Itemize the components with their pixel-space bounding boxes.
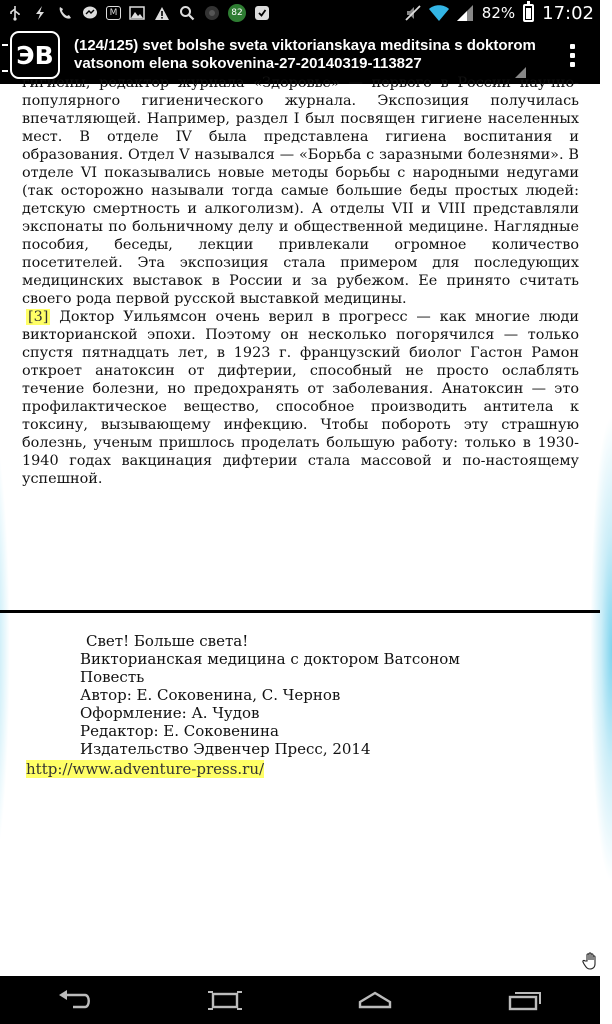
battery-percent: 82% <box>481 4 516 22</box>
home-icon <box>207 989 243 1011</box>
book-imprint <box>80 632 560 758</box>
navigation-bar <box>0 976 600 1024</box>
app-notification-icon <box>253 5 271 21</box>
recent-apps-icon <box>507 989 543 1011</box>
imprint-subtitle: Викторианская медицина с доктором Ватсоном <box>80 650 460 668</box>
imprint-editor: Редактор: Е. Соковенина <box>80 722 279 740</box>
search-icon <box>178 5 196 21</box>
book-title: (124/125) svet bolshe sveta viktorianskaya meditsina s doktorom vatsonom elena sokovenina-27-20140319-113827 <box>74 37 536 72</box>
mute-icon <box>404 5 422 21</box>
imprint-authors: Автор: Е. Соковенина, С. Чернов <box>80 686 341 704</box>
status-bar <box>0 0 600 26</box>
wifi-icon <box>430 5 448 21</box>
back-button[interactable] <box>45 980 105 1020</box>
imprint-publisher: Издательство Эдвенчер Пресс, 2014 <box>80 740 371 758</box>
phone-call-icon <box>56 5 74 21</box>
overflow-menu-button[interactable] <box>558 35 586 75</box>
imprint-design: Оформление: А. Чудов <box>80 704 260 722</box>
usb-icon <box>6 5 24 21</box>
menu-dot-icon <box>570 53 575 58</box>
system-icons <box>404 3 594 24</box>
gallery-icon <box>128 5 146 21</box>
overscroll-glow-right <box>590 414 612 884</box>
reader-page[interactable] <box>0 75 600 976</box>
app-logo-button[interactable] <box>10 31 60 79</box>
footnote-link[interactable]: [3] <box>28 309 49 325</box>
level-badge: 82 <box>228 4 246 22</box>
menu-up-icon <box>357 989 393 1011</box>
imprint-genre: Повесть <box>80 668 145 686</box>
back-icon <box>57 989 93 1011</box>
messenger-icon <box>81 5 99 21</box>
menu-dot-icon <box>570 44 575 49</box>
footnote-text: Доктор Уильямсон очень верил в прогресс — как многие люди викторианской эпохи. Поэтому он несколько погорячился — только спустя пятнадцать лет, в 1923 г. французский биолог Гастон Рамон откроет анатоксин от дифтерии, способный не просто ослаблять течение болезни, но предохранять от заболевания. Анатоксин — это профилактическое вещество, способное производить антитела к токсину, вызывающему инфекцию. Чтобы побороть эту страшную болезнь, ученым пришлось проделать большую работу: только в 1930-1940 годах вакцинация дифтерии стала массовой и по-настоящему успешной. <box>22 309 579 487</box>
imprint-title: Свет! Больше света! <box>86 632 249 650</box>
menu-dot-icon <box>570 62 575 67</box>
hand-pointer-icon[interactable] <box>582 952 598 974</box>
page-text <box>22 74 579 488</box>
clock: 17:02 <box>542 2 594 24</box>
paragraph: гигиены, редактор журнала «Здоровье» — первого в России научно-популярного гигиенического журнала. Экспозиция получилась впечатляющей. Например, раздел I был посвящен гигиене населенных мест. В отделе IV была представлена гигиена воспитания и образования. Отдел V назывался — «Борьба с заразными болезнями». В отделе VI показывались новые методы борьбы с народными недугами (так осторожно называли тогда самые большие беды простых людей: детскую смертность и алкоголизм). А отделы VII и VIII представляли экспонаты по больничному делу и общественной медицине. Наглядные пособия, беседы, лекции привлекали огромное количество посетителей. Эта экспозиция стала примером для последующих медицинских выставок в России и за рубежом. Ее принято считать своего рода первой русской выставкой медицины. <box>22 75 579 307</box>
overscroll-glow-left <box>0 414 10 884</box>
publisher-url-link[interactable]: http://www.adventure-press.ru/ <box>26 760 265 778</box>
menu-button[interactable] <box>345 980 405 1020</box>
footnote <box>22 308 579 488</box>
app-logo-text: ЭВ <box>16 40 54 70</box>
warning-icon <box>153 5 171 21</box>
flash-icon <box>31 5 49 21</box>
dark-app-icon <box>203 5 221 21</box>
home-button[interactable] <box>195 980 255 1020</box>
signal-icon <box>456 5 474 21</box>
mail-icon: M <box>106 6 121 20</box>
page-divider <box>0 610 600 613</box>
recent-apps-button[interactable] <box>495 980 555 1020</box>
battery-icon <box>523 4 534 22</box>
notification-icons <box>6 4 271 22</box>
